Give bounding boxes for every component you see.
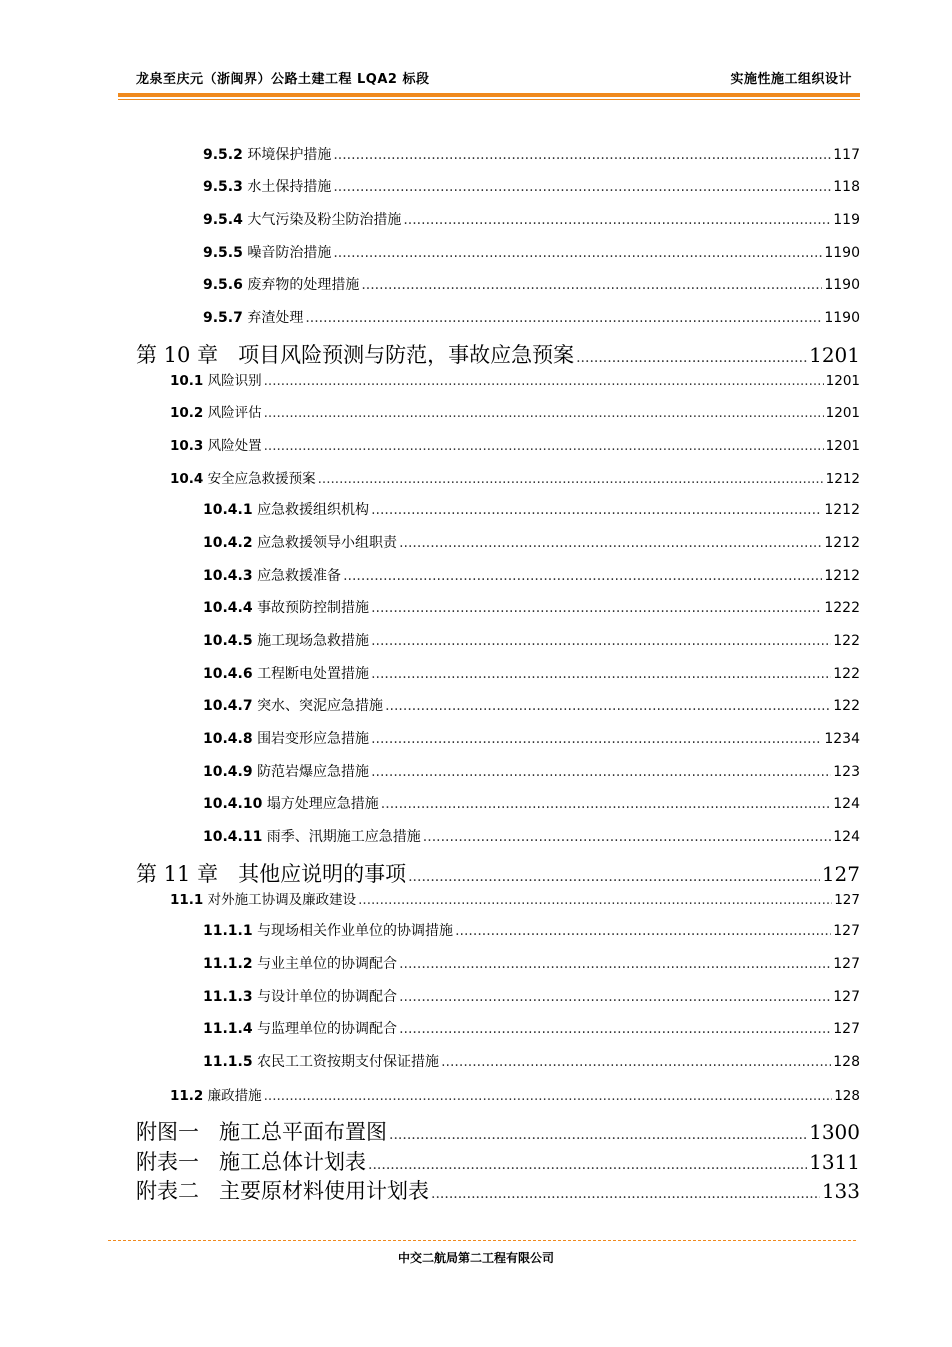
toc-leader-dots (441, 1054, 831, 1070)
toc-leader-dots (371, 764, 831, 780)
toc-appendix-entry[interactable] (136, 1116, 860, 1146)
toc-entry-title: 与现场相关作业单位的协调措施 (257, 923, 454, 939)
toc-entry-number: 10.4 (170, 471, 204, 487)
toc-entry-page: 122 (833, 666, 860, 682)
toc-leader-dots (371, 502, 822, 518)
toc-entry-title: 塌方处理应急措施 (266, 796, 379, 812)
toc-leader-dots (333, 147, 831, 163)
toc-entry-title: 雨季、汛期施工应急措施 (266, 829, 421, 845)
toc-entry[interactable] (203, 920, 860, 940)
toc-leader-dots (399, 989, 831, 1005)
toc-leader-dots (408, 869, 820, 885)
toc-leader-dots (399, 535, 822, 551)
toc-leader-dots (371, 666, 831, 682)
toc-entry-number: 9.5.2 (203, 147, 243, 163)
toc-entry-title: 主要原材料使用计划表 (219, 1179, 430, 1203)
toc-entry-number: 11.2 (170, 1088, 204, 1104)
toc-entry-number: 10.4.10 (203, 796, 263, 812)
toc-entry-page: 1222 (824, 600, 860, 616)
toc-entry-number: 10.4.5 (203, 633, 253, 649)
toc-entry-title: 项目风险预测与防范，事故应急预案 (238, 343, 575, 367)
toc-entry-number: 9.5.4 (203, 212, 243, 228)
toc-entry-title: 安全应急救援预案 (207, 471, 316, 487)
toc-entry-page: 127 (821, 862, 860, 886)
toc-entry-number: 11.1 (170, 892, 204, 908)
toc-entry[interactable] (170, 369, 860, 389)
toc-entry[interactable] (203, 1018, 860, 1038)
toc-entry-title: 应急救援准备 (257, 568, 342, 584)
toc-appendix-entry[interactable] (136, 1146, 860, 1176)
toc-entry-number: 11.1.4 (203, 1021, 253, 1037)
toc-entry-number: 10.2 (170, 405, 204, 421)
toc-entry[interactable] (203, 242, 860, 262)
toc-entry-number: 第 10 章 (136, 343, 219, 367)
toc-entry-page: 128 (833, 1054, 860, 1070)
toc-entry-page: 123 (833, 764, 860, 780)
toc-leader-dots (399, 956, 831, 972)
toc-entry-title: 应急救援领导小组职责 (257, 535, 398, 551)
toc-entry-number: 11.1.5 (203, 1054, 253, 1070)
toc-leader-dots (264, 438, 824, 454)
footer-rule (108, 1240, 856, 1241)
toc-entry-page: 1190 (824, 245, 860, 261)
toc-leader-dots (361, 277, 822, 293)
toc-leader-dots (576, 350, 807, 366)
toc-entry-title: 与监理单位的协调配合 (257, 1021, 398, 1037)
toc-leader-dots (389, 1127, 807, 1143)
toc-entry-page: 1212 (824, 502, 860, 518)
toc-entry-page: 1201 (825, 438, 860, 454)
toc-entry[interactable] (203, 793, 860, 813)
toc-entry-number: 11.1.1 (203, 923, 253, 939)
page-footer: 中交二航局第二工程有限公司 (397, 1251, 554, 1265)
toc-leader-dots (264, 405, 824, 421)
toc-leader-dots (381, 796, 831, 812)
toc-entry-number: 9.5.5 (203, 245, 243, 261)
toc-leader-dots (431, 1186, 820, 1202)
toc-entry-title: 与业主单位的协调配合 (257, 956, 398, 972)
toc-entry-page: 1201 (809, 343, 860, 367)
toc-entry[interactable] (203, 532, 860, 552)
toc-entry[interactable] (203, 307, 860, 327)
toc-entry-number: 第 11 章 (136, 862, 219, 886)
toc-entry[interactable] (203, 826, 860, 846)
toc-entry-page: 128 (834, 1088, 860, 1104)
toc-leader-dots (333, 245, 822, 261)
toc-entry[interactable] (170, 401, 860, 421)
toc-entry-title: 风险评估 (207, 405, 262, 421)
toc-entry-page: 124 (833, 796, 860, 812)
toc-entry[interactable] (203, 728, 860, 748)
toc-entry-title: 施工总体计划表 (219, 1150, 367, 1174)
toc-entry[interactable] (203, 761, 860, 781)
toc-entry[interactable] (203, 1051, 860, 1071)
toc-entry-page: 1212 (825, 471, 860, 487)
toc-entry-number: 10.4.1 (203, 502, 253, 518)
toc-entry-page: 117 (833, 147, 860, 163)
toc-entry-title: 防范岩爆应急措施 (257, 764, 370, 780)
toc-entry-title: 施工总平面布置图 (219, 1120, 388, 1144)
toc-entry[interactable] (203, 695, 860, 715)
toc-entry-title: 噪音防治措施 (247, 245, 332, 261)
toc-leader-dots (455, 923, 831, 939)
toc-entry[interactable] (203, 499, 860, 519)
toc-entry[interactable] (203, 597, 860, 617)
toc-entry-title: 大气污染及粉尘防治措施 (247, 212, 402, 228)
toc-entry-page: 127 (833, 1021, 860, 1037)
toc-entry-page: 1300 (809, 1120, 860, 1144)
toc-entry-number: 附图一 (136, 1120, 199, 1144)
toc-entry-page: 133 (821, 1179, 860, 1203)
toc-entry-title: 施工现场急救措施 (257, 633, 370, 649)
toc-entry[interactable] (170, 434, 860, 454)
toc-entry-page: 127 (833, 989, 860, 1005)
toc-entry[interactable] (203, 565, 860, 585)
toc-entry-number: 10.4.4 (203, 600, 253, 616)
toc-entry-number: 9.5.7 (203, 310, 243, 326)
toc-entry[interactable] (203, 176, 860, 196)
toc-entry-page: 127 (833, 923, 860, 939)
toc-leader-dots (371, 600, 822, 616)
toc-entry-number: 10.4.6 (203, 666, 253, 682)
toc-entry-number: 11.1.2 (203, 956, 253, 972)
toc-leader-dots (333, 179, 831, 195)
toc-entry-title: 水土保持措施 (247, 179, 332, 195)
toc-entry-page: 122 (833, 698, 860, 714)
header-document-title: 实施性施工组织设计 (730, 72, 852, 87)
toc-entry[interactable] (203, 630, 860, 650)
header-rule-thin (118, 99, 860, 100)
toc-entry[interactable] (170, 1084, 860, 1104)
toc-entry-title: 对外施工协调及廉政建设 (207, 892, 357, 908)
header-rule (118, 93, 860, 97)
toc-entry-number: 10.4.8 (203, 731, 253, 747)
toc-entry-number: 附表一 (136, 1150, 199, 1174)
toc-leader-dots (264, 373, 824, 389)
toc-entry-page: 124 (833, 829, 860, 845)
toc-entry-number: 10.1 (170, 373, 204, 389)
toc-entry[interactable] (170, 467, 860, 487)
toc-entry-title: 其他应说明的事项 (238, 862, 407, 886)
toc-entry[interactable] (203, 953, 860, 973)
toc-entry[interactable] (203, 144, 860, 164)
toc-entry-page: 1212 (824, 535, 860, 551)
toc-entry-page: 1190 (824, 310, 860, 326)
toc-leader-dots (385, 698, 831, 714)
toc-entry-title: 围岩变形应急措施 (257, 731, 370, 747)
toc-leader-dots (264, 1088, 833, 1104)
toc-leader-dots (305, 310, 822, 326)
toc-entry-number: 9.5.3 (203, 179, 243, 195)
toc-entry-title: 应急救援组织机构 (257, 502, 370, 518)
toc-entry-title: 与设计单位的协调配合 (257, 989, 398, 1005)
toc-entry-number: 10.3 (170, 438, 204, 454)
toc-entry-number: 10.4.2 (203, 535, 253, 551)
toc-entry-page: 1201 (825, 373, 860, 389)
toc-entry-number: 9.5.6 (203, 277, 243, 293)
toc-entry-number: 11.1.3 (203, 989, 253, 1005)
toc-leader-dots (368, 1157, 807, 1173)
toc-entry-page: 1201 (825, 405, 860, 421)
toc-leader-dots (318, 471, 824, 487)
toc-leader-dots (343, 568, 822, 584)
toc-leader-dots (423, 829, 831, 845)
toc-entry-page: 1212 (824, 568, 860, 584)
toc-entry-number: 10.4.7 (203, 698, 253, 714)
toc-entry-page: 119 (833, 212, 860, 228)
toc-entry[interactable] (203, 209, 860, 229)
header-project-title: 龙泉至庆元（浙闽界）公路土建工程 LQA2 标段 (136, 72, 430, 87)
toc-leader-dots (371, 633, 831, 649)
toc-entry-title: 弃渣处理 (247, 310, 304, 326)
toc-entry-title: 风险识别 (207, 373, 262, 389)
toc-entry[interactable] (203, 663, 860, 683)
toc-appendix-entry[interactable] (136, 1175, 860, 1205)
toc-entry-number: 10.4.3 (203, 568, 253, 584)
toc-entry[interactable] (170, 888, 860, 908)
toc-entry-title: 事故预防控制措施 (257, 600, 370, 616)
toc-entry-number: 10.4.9 (203, 764, 253, 780)
toc-leader-dots (403, 212, 831, 228)
toc-entry-title: 环境保护措施 (247, 147, 332, 163)
toc-chapter-entry[interactable] (136, 858, 860, 888)
toc-entry[interactable] (203, 986, 860, 1006)
toc-entry-title: 工程断电处置措施 (257, 666, 370, 682)
toc-entry-page: 1311 (809, 1150, 860, 1174)
toc-entry-page: 122 (833, 633, 860, 649)
toc-entry-title: 废弃物的处理措施 (247, 277, 360, 293)
toc-entry-number: 附表二 (136, 1179, 199, 1203)
toc-entry-title: 廉政措施 (207, 1088, 262, 1104)
toc-entry-number: 10.4.11 (203, 829, 263, 845)
toc-entry-title: 农民工工资按期支付保证措施 (257, 1054, 440, 1070)
toc-entry-page: 1234 (824, 731, 860, 747)
toc-entry-page: 118 (833, 179, 860, 195)
toc-entry-page: 1190 (824, 277, 860, 293)
toc-entry-title: 突水、突泥应急措施 (257, 698, 384, 714)
toc-entry-title: 风险处置 (207, 438, 262, 454)
page-header (118, 68, 860, 90)
toc-chapter-entry[interactable] (136, 339, 860, 369)
toc-leader-dots (399, 1021, 831, 1037)
toc-entry-page: 127 (833, 956, 860, 972)
toc-leader-dots (371, 731, 822, 747)
toc-entry[interactable] (203, 274, 860, 294)
toc-leader-dots (358, 892, 832, 908)
toc-entry-page: 127 (834, 892, 860, 908)
